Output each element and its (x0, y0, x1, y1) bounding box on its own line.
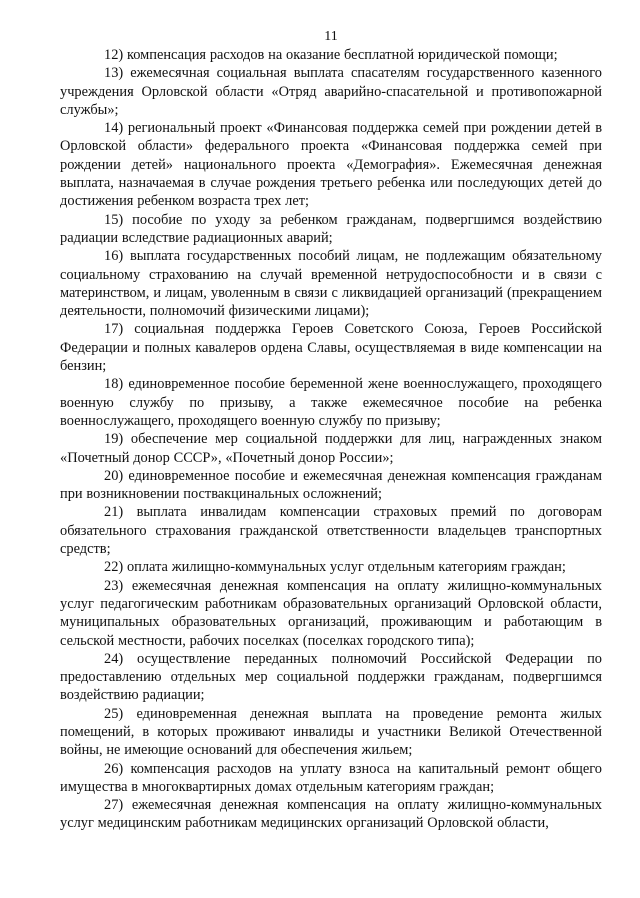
list-item-23: 23) ежемесячная денежная компенсация на оплату жилищно-коммунальных услуг педагогическим работникам образовательных организаций Орловской области, муниципальных образовательных организаций, проживающим и работающим в сельской местности, рабочих поселках (поселках городского типа); (60, 577, 602, 649)
page-number: 11 (324, 29, 338, 44)
list-item-18: 18) единовременное пособие беременной жене военнослужащего, проходящего военную службу по призыву, а также ежемесячное пособие на ребенка военнослужащего, проходящего военную службу по призыву; (60, 376, 602, 429)
list-item-22: 22) оплата жилищно-коммунальных услуг отдельным категориям граждан; (104, 559, 566, 576)
list-item-13: 13) ежемесячная социальная выплата спасателям государственного казенного учреждения Орловской области «Отряд аварийно-спасательной и противопожарной службы»; (60, 65, 602, 118)
list-item-14: 14) региональный проект «Финансовая поддержка семей при рождении детей в Орловской области» федерального проекта «Финансовая поддержка семей при рождении детей» национального проекта «Демография». Ежемесячная денежная выплата, назначаемая в случае рождения третьего ребенка или последующих детей до достижения ребенком возраста трех лет; (60, 120, 602, 210)
list-item-17: 17) социальная поддержка Героев Советского Союза, Героев Российской Федерации и полных кавалеров ордена Славы, осуществляемая в виде компенсации на бензин; (60, 321, 602, 375)
list-item-12: 12) компенсация расходов на оказание бесплатной юридической помощи; (104, 47, 558, 63)
list-item-25: 25) единовременная денежная выплата на проведение ремонта жилых помещений, в которых проживают инвалиды и участники Великой Отечественной войны, не имеющие оснований для обеспечения жильем; (60, 705, 602, 759)
list-item-21: 21) выплата инвалидам компенсации страховых премий по договорам обязательного страхования гражданской ответственности владельцев транспортных средств; (60, 504, 602, 558)
list-item-19: 19) обеспечение мер социальной поддержки для лиц, награжденных знаком «Почетный донор СССР», «Почетный донор России»; (60, 431, 602, 466)
list-item-24: 24) осуществление переданных полномочий Российской Федерации по предоставлению отдельных мер социальной поддержки гражданам, подвергшимся воздействию радиации; (60, 650, 602, 704)
list-item-20: 20) единовременное пособие и ежемесячная денежная компенсация гражданам при возникновении поствакцинальных осложнений; (60, 467, 602, 503)
paragraph-list (60, 46, 602, 833)
list-item-27: 27) ежемесячная денежная компенсация на оплату жилищно-коммунальных услуг медицинским работникам медицинских организаций Орловской области, (60, 797, 602, 832)
list-item-15: 15) пособие по уходу за ребенком гражданам, подвергшимся воздействию радиации вследствие радиационных аварий; (60, 211, 602, 246)
list-item-26: 26) компенсация расходов на уплату взноса на капитальный ремонт общего имущества в многоквартирных домах отдельным категориям граждан; (60, 760, 602, 795)
list-item-16: 16) выплата государственных пособий лицам, не подлежащим обязательному социальному страхованию на случай временной нетрудоспособности и в связи с материнством, и лицам, уволенным в связи с ликвидацией организаций (прекращением деятельности, полномочий физическими лицами); (60, 248, 602, 320)
